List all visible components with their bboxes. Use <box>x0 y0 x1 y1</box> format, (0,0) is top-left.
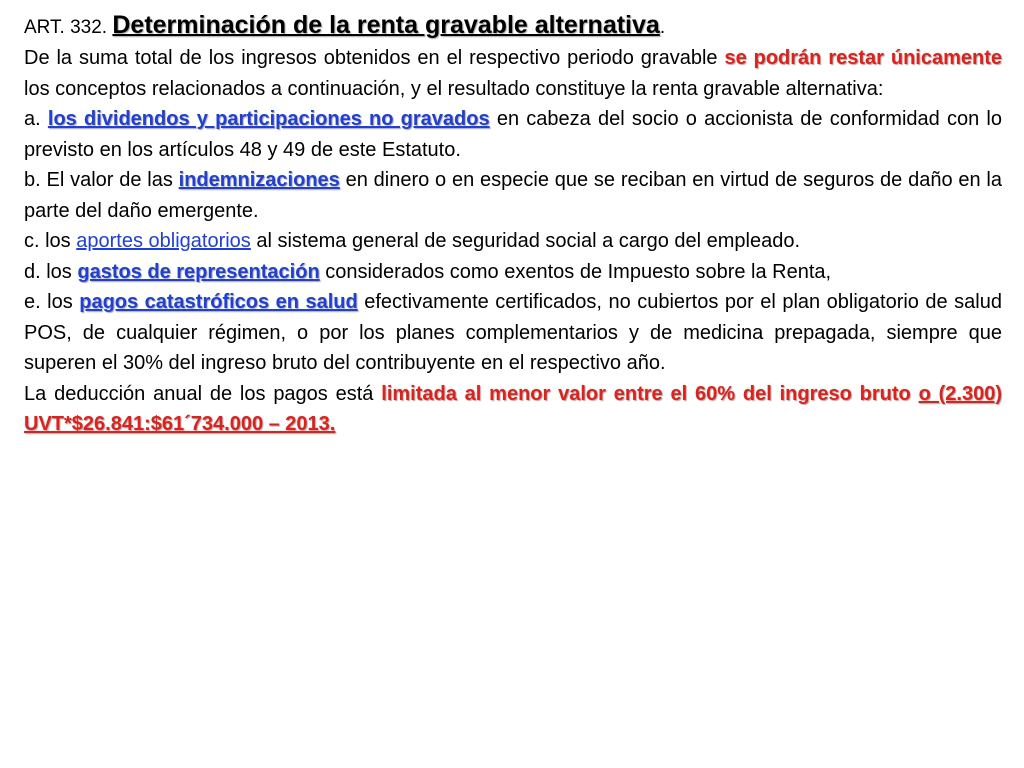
item-d-text: considerados como exentos de Impuesto sobre la Renta, <box>319 260 832 283</box>
item-d-highlight: gastos de representación <box>77 260 320 283</box>
item-d <box>24 257 1002 288</box>
intro-highlight-text: se podrán restar únicamente <box>724 47 1002 69</box>
item-b <box>24 165 1002 226</box>
intro-text-after: los conceptos relacionados a continuación, y el resultado constituye la renta gravable alternativa: <box>24 77 884 100</box>
closing-highlight-underlined: o (2.300) UVT*$26.841:$61´734.000 – 2013. <box>24 382 1002 435</box>
item-c-text: al sistema general de seguridad social a cargo del empleado. <box>250 230 801 252</box>
item-c <box>24 226 1002 257</box>
item-e-highlight: pagos catastróficos en salud <box>79 291 358 313</box>
item-e-text: efectivamente certificados, no cubiertos por el plan obligatorio de salud POS, de cualquier régimen, o por los planes complementarios y de medicina prepagada, siempre que superen el 30% del ingreso bruto del contribuyente en el respectivo año. <box>24 291 1002 374</box>
item-e-prefix: e. los <box>24 291 80 313</box>
closing-paragraph <box>24 379 1002 440</box>
closing-highlight: limitada al menor valor entre el 60% del ingreso bruto <box>381 382 919 405</box>
item-a-highlight: los dividendos y participaciones no gravados <box>47 108 490 130</box>
intro-highlight <box>724 47 1002 69</box>
article-title: Determinación de la renta gravable alternativa <box>112 11 660 39</box>
item-b-highlight: indemnizaciones <box>178 169 340 191</box>
item-a-text: en cabeza del socio o accionista de conformidad con lo previsto en los artículos 48 y 49 de este Estatuto. <box>24 108 1002 161</box>
slide-content <box>24 10 1002 440</box>
item-a <box>24 104 1002 165</box>
item-a-prefix: a. <box>24 108 48 130</box>
closing-text-before: La deducción anual de los pagos está <box>24 382 382 405</box>
item-c-prefix: c. los <box>24 230 77 252</box>
article-title-period: . <box>659 17 666 38</box>
intro-paragraph <box>24 43 1002 104</box>
item-b-prefix: b. El valor de las <box>24 169 179 191</box>
article-heading <box>24 10 1002 43</box>
item-d-prefix: d. los <box>24 260 78 283</box>
item-b-text: en dinero o en especie que se reciban en virtud de seguros de daño en la parte del daño emergente. <box>24 169 1002 222</box>
item-e <box>24 287 1002 379</box>
intro-text-before: De la suma total de los ingresos obtenidos en el respectivo periodo gravable <box>24 47 725 69</box>
article-number: ART. 332. <box>24 17 113 38</box>
item-c-highlight: aportes obligatorios <box>76 230 251 252</box>
